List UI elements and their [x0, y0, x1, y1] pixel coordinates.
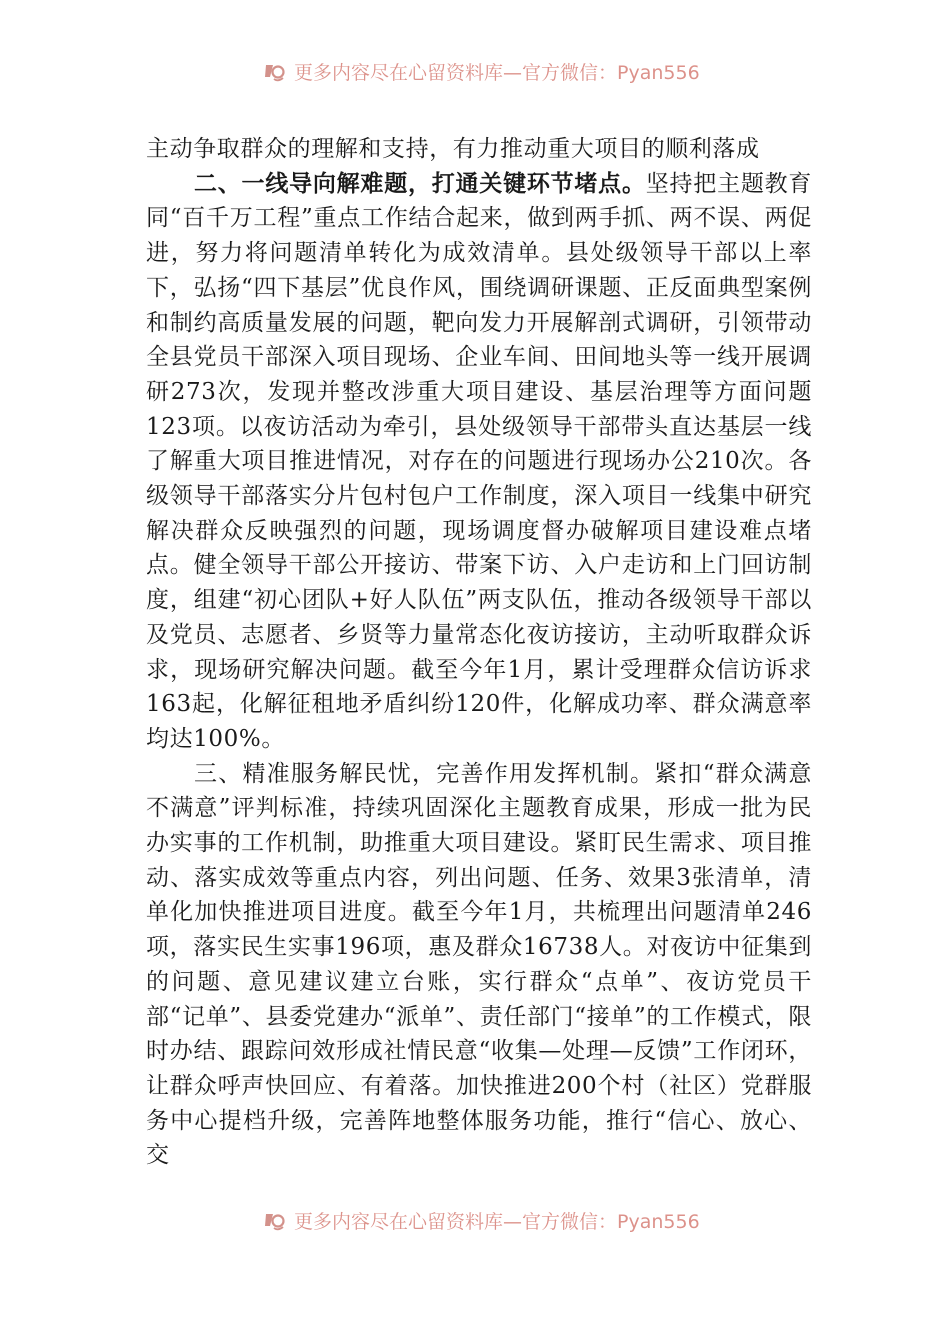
watermark-text: 更多内容尽在心留资料库—官方微信：Pyan556	[294, 61, 700, 84]
paragraph-continuation: 主动争取群众的理解和支持，有力推动重大项目的顺利落成	[146, 136, 760, 162]
paragraph-section-three: 三、精准服务解民忧，完善作用发挥机制。紧扣“群众满意不满意”评判标准，持续巩固深化主题教育成果，形成一批为民办实事的工作机制，助推重大项目建设。紧盯民生需求、项目推动、落实成效等重点内容，列出问题、任务、效果3张清单，清单化加快推进项目进度。截至今年1月，共梳理出问题清单246项，落实民生实事196项，惠及群众16738人。对夜访中征集到的问题、意见建议建立台账，实行群众“点单”、夜访党员干部“记单”、县委党建办“派单”、责任部门“接单”的工作模式，限时办结、跟踪问效形成社情民意“收集—处理—反馈”工作闭环，让群众呼声快回应、有着落。加快推进200个村（社区）党群服务中心提档升级，完善阵地整体服务功能，推行“信心、放心、交	[146, 760, 812, 1169]
watermark-top	[262, 56, 742, 86]
logo-mark-icon	[262, 1208, 286, 1232]
watermark-text: 更多内容尽在心留资料库—官方微信：Pyan556	[294, 1210, 700, 1233]
document-page	[146, 132, 812, 1173]
logo-mark-icon	[262, 59, 286, 83]
watermark-bottom	[262, 1205, 742, 1235]
paragraph-section-two	[146, 167, 812, 757]
section-two-heading: 二、一线导向解难题，打通关键环节堵点。	[194, 169, 646, 197]
section-two-body: 坚持把主题教育同“百千万工程”重点工作结合起来，做到两手抓、两不误、两促进，努力将问题清单转化为成效清单。县处级领导干部以上率下，弘扬“四下基层”优良作风，围绕调研课题、正反面典型案例和制约高质量发展的问题，靶向发力开展解剖式调研，引领带动全县党员干部深入项目现场、企业车间、田间地头等一线开展调研273次，发现并整改涉重大项目建设、基层治理等方面问题123项。以夜访活动为牵引，县处级领导干部带头直达基层一线了解重大项目推进情况，对存在的问题进行现场办公210次。各级领导干部落实分片包村包户工作制度，深入项目一线集中研究解决群众反映强烈的问题，现场调度督办破解项目建设难点堵点。健全领导干部公开接访、带案下访、入户走访和上门回访制度，组建“初心团队+好人队伍”两支队伍，推动各级领导干部以及党员、志愿者、乡贤等力量常态化夜访接访，主动听取群众诉求，现场研究解决问题。截至今年1月，累计受理群众信访诉求163起，化解征租地矛盾纠纷120件，化解成功率、群众满意率均达100%。	[146, 170, 813, 752]
